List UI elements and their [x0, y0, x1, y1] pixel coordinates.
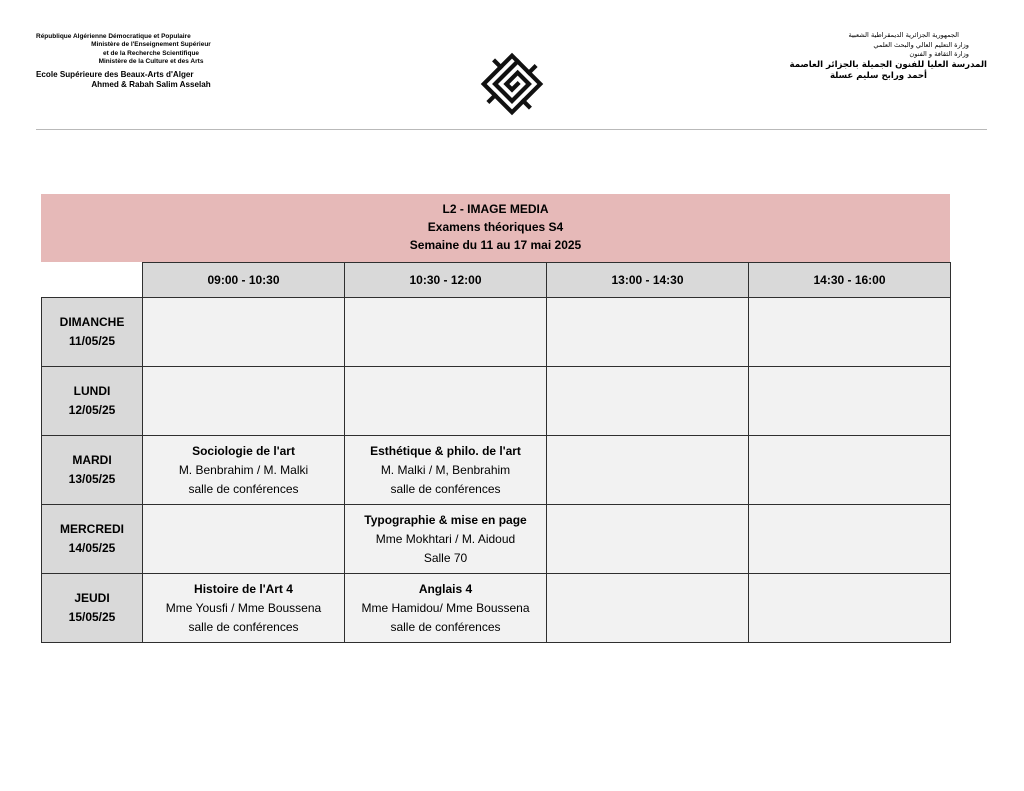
header-school-name-fr: Ecole Supérieure des Beaux-Arts d'Alger: [36, 70, 194, 80]
exam-subject: Typographie & mise en page: [364, 512, 527, 527]
title-week: Semaine du 11 au 17 mai 2025: [409, 238, 582, 252]
day-date: 13/05/25: [68, 472, 116, 486]
header-left-block: [36, 33, 266, 89]
timetable-header-row: [42, 263, 951, 298]
exam-teachers: M. Benbrahim / M. Malki: [178, 462, 309, 477]
exam-cell-empty: [143, 298, 345, 367]
header-school-founders-ar: أحمد ورابح سليم عسلة: [829, 70, 927, 81]
slot-header: 09:00 - 10:30: [143, 263, 345, 298]
day-date: 14/05/25: [68, 541, 116, 555]
exam-cell-empty: [749, 574, 951, 643]
exam-subject: Anglais 4: [418, 581, 473, 596]
table-row: [42, 367, 951, 436]
table-row: [42, 574, 951, 643]
title-band: [41, 194, 950, 262]
exam-room: salle de conférences: [390, 481, 501, 496]
day-header: [42, 436, 143, 505]
day-header: [42, 574, 143, 643]
day-name: JEUDI: [74, 591, 110, 605]
exam-cell-empty: [547, 505, 749, 574]
title-program: L2 - IMAGE MEDIA: [442, 202, 549, 216]
exam-cell-empty: [547, 298, 749, 367]
slot-header: 13:00 - 14:30: [547, 263, 749, 298]
header-ministry-higher-ed-ar: وزارة التعليم العالي والبحث العلمي: [873, 40, 969, 49]
day-date: 15/05/25: [68, 610, 116, 624]
exam-room: salle de conférences: [188, 481, 299, 496]
day-date: 11/05/25: [68, 334, 116, 348]
day-header: [42, 505, 143, 574]
header-ministry-higher-ed-fr: Ministère de l'Enseignement Supérieur: [91, 41, 211, 49]
exam-cell-empty: [143, 367, 345, 436]
esba-kufic-logo-icon: [480, 52, 544, 116]
exam-cell-empty: [547, 367, 749, 436]
exam-cell: [143, 436, 345, 505]
day-name: DIMANCHE: [59, 315, 125, 329]
title-exam-type: Examens théoriques S4: [427, 220, 564, 234]
timetable-corner: [42, 263, 143, 298]
exam-teachers: Mme Mokhtari / M. Aidoud: [375, 531, 516, 546]
table-row: [42, 298, 951, 367]
header-divider: [36, 129, 987, 130]
exam-room: salle de conférences: [188, 619, 299, 634]
exam-room: salle de conférences: [390, 619, 501, 634]
day-header: [42, 367, 143, 436]
day-date: 12/05/25: [68, 403, 116, 417]
exam-subject: Sociologie de l'art: [192, 443, 295, 458]
exam-cell-empty: [749, 298, 951, 367]
exam-room: Salle 70: [423, 550, 468, 565]
exam-cell-empty: [749, 505, 951, 574]
exam-subject: Histoire de l'Art 4: [194, 581, 293, 596]
exam-cell-empty: [345, 298, 547, 367]
day-header: [42, 298, 143, 367]
exam-cell-empty: [547, 574, 749, 643]
exam-cell-empty: [749, 436, 951, 505]
exam-subject: Esthétique & philo. de l'art: [370, 443, 521, 458]
exam-cell: [345, 436, 547, 505]
header-ministry-culture-fr: Ministère de la Culture et des Arts: [98, 57, 204, 65]
exam-cell: [143, 574, 345, 643]
header-ministry-research-fr: et de la Recherche Scientifique: [102, 49, 200, 57]
slot-header: 10:30 - 12:00: [345, 263, 547, 298]
table-row: [42, 505, 951, 574]
header-school-founders-fr: Ahmed & Rabah Salim Asselah: [91, 79, 211, 89]
exam-cell: [345, 505, 547, 574]
day-name: LUNDI: [73, 384, 111, 398]
exam-cell-empty: [143, 505, 345, 574]
exam-cell: [345, 574, 547, 643]
exam-teachers: Mme Hamidou/ Mme Boussena: [361, 600, 530, 615]
header-school-name-ar: المدرسة العليا للفنون الجميلة بالجزائر العاصمة: [789, 59, 987, 70]
exam-cell-empty: [749, 367, 951, 436]
header-republic-ar: الجمهورية الجزائرية الديمقراطية الشعبية: [848, 31, 959, 39]
day-name: MERCREDI: [59, 522, 124, 536]
header-republic-fr: République Algérienne Démocratique et Populaire: [36, 33, 191, 40]
exam-teachers: M. Malki / M, Benbrahim: [380, 462, 511, 477]
exam-cell-empty: [345, 367, 547, 436]
header-right-block: [737, 31, 987, 82]
day-name: MARDI: [72, 453, 112, 467]
slot-header: 14:30 - 16:00: [749, 263, 951, 298]
exam-timetable: [41, 262, 951, 643]
exam-cell-empty: [547, 436, 749, 505]
header-ministry-culture-ar: وزارة الثقافة و الفنون: [909, 50, 969, 58]
table-row: [42, 436, 951, 505]
exam-teachers: Mme Yousfi / Mme Boussena: [165, 600, 322, 615]
